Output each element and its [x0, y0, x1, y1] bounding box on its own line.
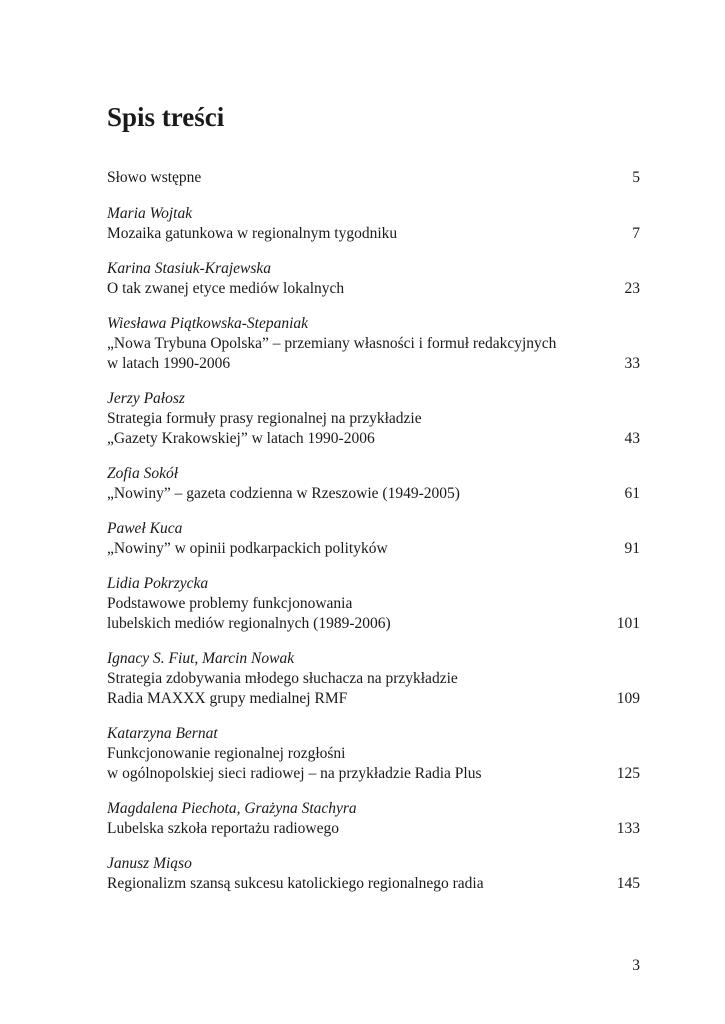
- toc-entry: [107, 574, 640, 634]
- toc-entry-author: Wiesława Piątkowska-Stepaniak: [107, 315, 309, 332]
- toc-entry-page-number: 33: [624, 355, 640, 372]
- page-title: Spis treści: [107, 102, 225, 132]
- toc-entry-author: Jerzy Pałosz: [107, 390, 185, 407]
- toc-entry-title: Lubelska szkoła reportażu radiowego: [107, 820, 339, 837]
- toc-entry: [107, 724, 640, 784]
- toc-entry: [107, 649, 640, 709]
- toc-entry: [107, 519, 640, 559]
- toc-entry-author: Ignacy S. Fiut, Marcin Nowak: [107, 650, 295, 667]
- toc-entry: [107, 204, 640, 244]
- toc-entry-title: Radia MAXXX grupy medialnej RMF: [107, 690, 348, 707]
- toc-entry-title: „Gazety Krakowskiej” w latach 1990-2006: [107, 430, 375, 447]
- toc-entry-page-number: 7: [632, 225, 640, 242]
- toc-entry-title: w ogólnopolskiej sieci radiowej – na przykładzie Radia Plus: [107, 765, 482, 782]
- toc-entry-title: „Nowa Trybuna Opolska” – przemiany własności i formuł redakcyjnych: [107, 335, 557, 352]
- toc-entry: [107, 799, 640, 839]
- table-of-contents: [107, 168, 640, 894]
- toc-entry-page-number: 125: [616, 765, 640, 782]
- toc-entry-title: w latach 1990-2006: [107, 355, 231, 372]
- toc-entry-title: Regionalizm szansą sukcesu katolickiego regionalnego radia: [107, 875, 484, 892]
- toc-entry-title: Podstawowe problemy funkcjonowania: [107, 595, 353, 612]
- toc-entry-title: Strategia zdobywania młodego słuchacza na przykładzie: [107, 670, 458, 687]
- toc-entry-page-number: 5: [632, 169, 640, 186]
- toc-entry-title: lubelskich mediów regionalnych (1989-2006): [107, 615, 391, 632]
- toc-entry: [107, 854, 640, 894]
- toc-entry-page-number: 145: [616, 875, 640, 892]
- toc-entry-title: O tak zwanej etyce mediów lokalnych: [107, 280, 345, 297]
- toc-entry-title: „Nowiny” w opinii podkarpackich polityków: [107, 540, 388, 557]
- toc-entry: [107, 259, 640, 299]
- toc-entry-author: Karina Stasiuk-Krajewska: [107, 260, 272, 277]
- toc-entry-title: Strategia formuły prasy regionalnej na przykładzie: [107, 410, 422, 427]
- toc-entry-author: Katarzyna Bernat: [107, 725, 218, 742]
- toc-entry-author: Magdalena Piechota, Grażyna Stachyra: [107, 800, 357, 817]
- toc-entry: [107, 464, 640, 504]
- toc-entry-page-number: 23: [624, 280, 640, 297]
- toc-entry: [107, 389, 640, 449]
- toc-entry-title: „Nowiny” – gazeta codzienna w Rzeszowie (1949-2005): [107, 485, 460, 502]
- toc-entry-page-number: 101: [616, 615, 640, 632]
- toc-entry-author: Lidia Pokrzycka: [107, 575, 209, 592]
- toc-entry-author: Zofia Sokół: [107, 465, 179, 482]
- toc-entry-page-number: 43: [624, 430, 640, 447]
- toc-entry-title: Słowo wstępne: [107, 169, 202, 186]
- page-number-footer: 3: [632, 957, 640, 974]
- toc-entry-author: Maria Wojtak: [107, 205, 193, 222]
- toc-entry-page-number: 61: [624, 485, 640, 502]
- toc-entry-author: Paweł Kuca: [107, 520, 183, 537]
- toc-entry-page-number: 91: [624, 540, 640, 557]
- toc-entry-author: Janusz Miąso: [107, 855, 192, 872]
- toc-entry-page-number: 133: [616, 820, 640, 837]
- toc-entry-page-number: 109: [616, 690, 640, 707]
- toc-entry: [107, 314, 640, 374]
- toc-entry-title: Funkcjonowanie regionalnej rozgłośni: [107, 745, 346, 762]
- toc-entry-title: Mozaika gatunkowa w regionalnym tygodniku: [107, 225, 398, 242]
- toc-entry: [107, 168, 640, 188]
